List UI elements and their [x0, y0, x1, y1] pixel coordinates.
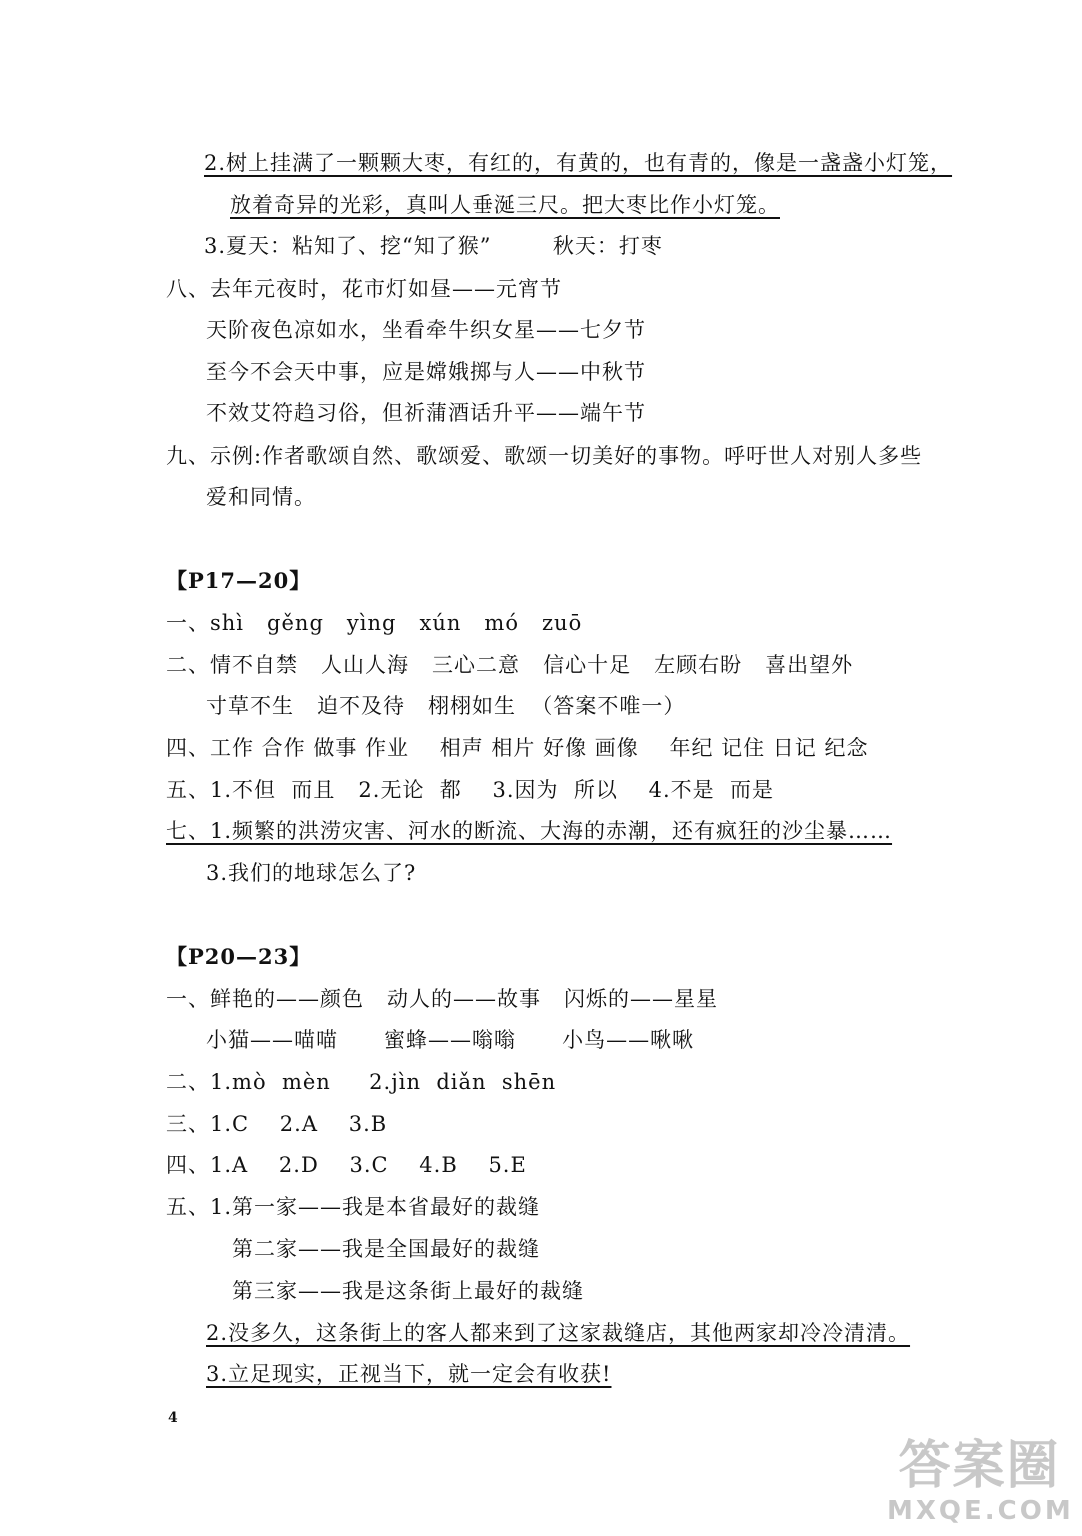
- line-17: 3.我们的地球怎么了?: [206, 861, 417, 885]
- line-25: 第二家——我是全国最好的裁缝: [232, 1237, 540, 1261]
- line-2-underlined: 放着奇异的光彩，真叫人垂涎三尺。把大枣比作小灯笼。: [230, 193, 780, 217]
- line-6: 至今不会天中事，应是嫦娥掷与人——中秋节: [206, 360, 646, 384]
- watermark-domain: MXQE.COM: [887, 1496, 1074, 1526]
- line-7: 不效艾符趋习俗，但祈蒲酒话升平——端午节: [206, 401, 646, 425]
- page-number: 4: [168, 1410, 178, 1426]
- line-26: 第三家——我是这条街上最好的裁缝: [232, 1279, 584, 1303]
- line-9: 爱和同情。: [206, 485, 316, 509]
- line-28: [206, 1361, 611, 1387]
- line-21: 二、1.mò mèn 2.jìn diǎn shēn: [166, 1070, 557, 1094]
- line-27-underlined: 2.没多久，这条街上的客人都来到了这家裁缝店，其他两家却冷冷清清。: [206, 1321, 911, 1345]
- watermark-logo: [887, 1438, 1072, 1530]
- line-23: 四、1.A 2.D 3.C 4.B 5.E: [166, 1153, 527, 1177]
- watermark-title: 答案圈: [898, 1436, 1061, 1496]
- line-22: 三、1.C 2.A 3.B: [166, 1112, 388, 1136]
- line-20: 小猫——喵喵 蜜蜂——嗡嗡 小鸟——啾啾: [206, 1028, 695, 1052]
- line-28-underlined: 3.立足现实，正视当下，就一定会有收获!: [206, 1362, 612, 1386]
- line-3: 3.夏天：粘知了、挖“知了猴” 秋天：打枣: [204, 234, 663, 258]
- line-12: 二、情不自禁 人山人海 三心二意 信心十足 左顾右盼 喜出望外: [166, 653, 854, 677]
- line-19: 一、鲜艳的——颜色 动人的——故事 闪烁的——星星: [166, 987, 719, 1011]
- line-2: [230, 192, 780, 218]
- section-heading-p17-20: 【P17—20】: [166, 568, 312, 593]
- line-15: 五、1.不但 而且 2.无论 都 3.因为 所以 4.不是 而是: [166, 778, 774, 802]
- line-13: 寸草不生 迫不及待 栩栩如生 （答案不唯一）: [206, 694, 686, 718]
- line-16: 七、1.频繁的洪涝灾害、河水的断流、大海的赤潮，还有疯狂的沙尘暴……: [166, 819, 893, 843]
- line-8: 九、示例:作者歌颂自然、歌颂爱、歌颂一切美好的事物。呼吁世人对别人多些: [166, 444, 923, 468]
- line-14: 四、工作 合作 做事 作业 相声 相片 好像 画像 年纪 记住 日记 纪念: [166, 736, 869, 760]
- line-5: 天阶夜色凉如水，坐看牵牛织女星——七夕节: [206, 318, 646, 342]
- line-1: 2.树上挂满了一颗颗大枣，有红的，有黄的，也有青的，像是一盏盏小灯笼，: [204, 151, 953, 175]
- section-heading-p20-23: 【P20—23】: [166, 944, 312, 969]
- line-24: 五、1.第一家——我是本省最好的裁缝: [166, 1195, 541, 1219]
- line-11: 一、shì gěng yìng xún mó zuō: [166, 611, 583, 635]
- line-27: [206, 1320, 910, 1346]
- line-4: 八、去年元夜时，花市灯如昼——元宵节: [166, 277, 562, 301]
